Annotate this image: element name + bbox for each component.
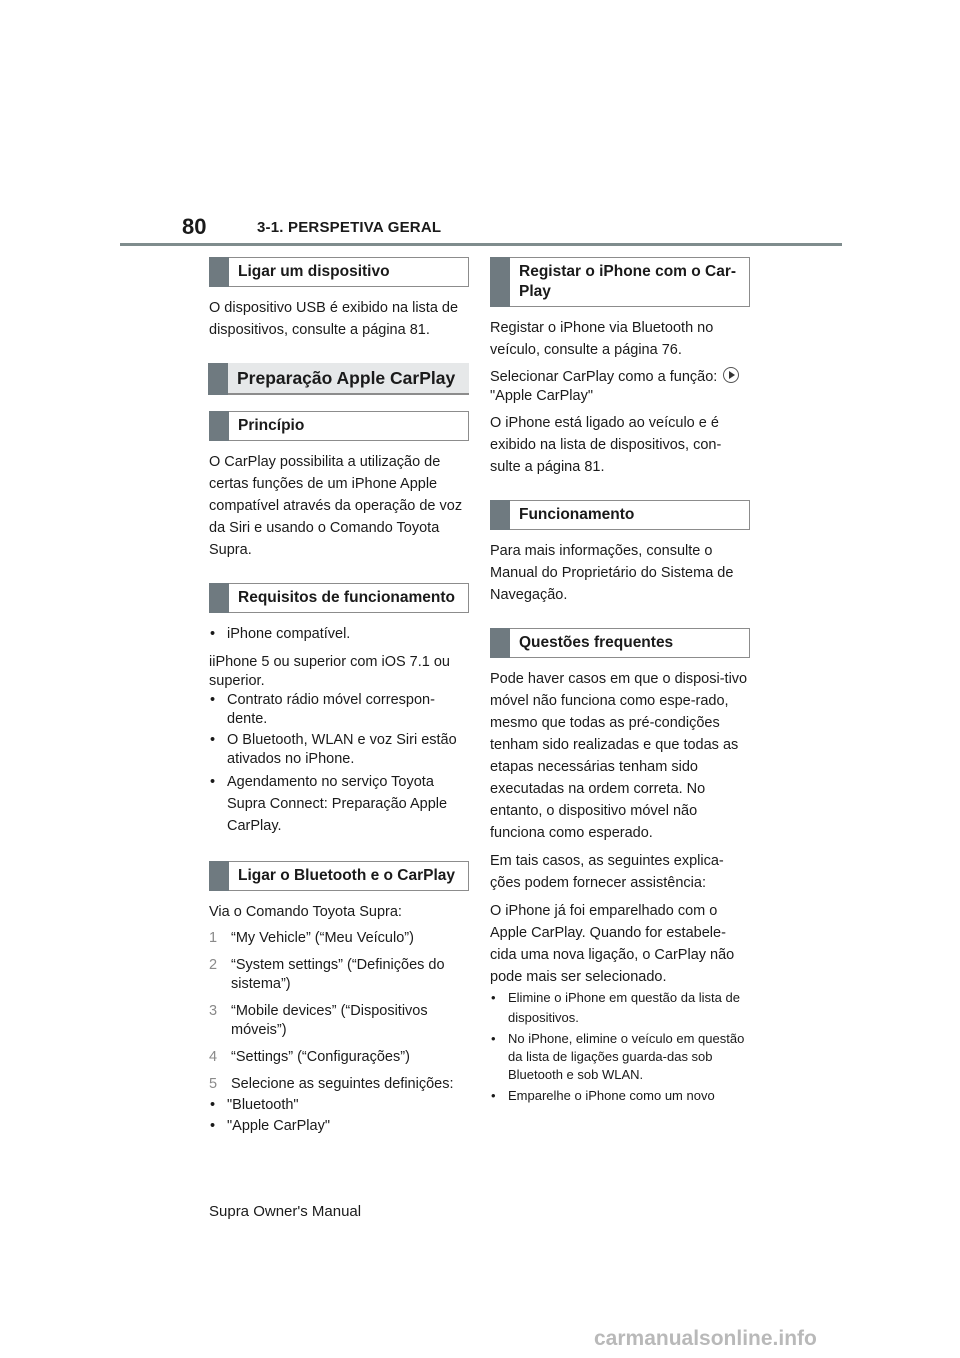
play-circle-icon [723,367,739,383]
right-column [490,257,750,1108]
text-apple-carplay: "Apple CarPlay" [490,388,593,404]
text-principio: O CarPlay possibilita a utilização de certas funções de um iPhone Apple compatível através da operação de voz da Siri e usando o Comando Toyota Supra. [209,454,463,558]
text-registar-p1: Registar o iPhone via Bluetooth no veículo, consulte a página 76. [490,320,714,358]
text-questoes-p2: Em tais casos, as seguintes explica-ções podem fornecer assistência: [490,853,724,891]
heading-preparacao-carplay: Preparação Apple CarPlay [209,363,469,395]
step-text: “System settings” (“Definições do sistema”) [231,957,445,992]
list-item: • iPhone compatível. [209,623,469,645]
header-divider [120,243,842,246]
text-funcionamento: Para mais informações, consulte o Manual do Proprietário do Sistema de Navegação. [490,543,734,603]
requisitos-list-a [209,623,469,645]
heading-ligar-dispositivo: Ligar um dispositivo [209,257,469,287]
step-item [209,1048,469,1067]
step-text: “My Vehicle” (“Meu Veículo”) [231,930,414,946]
watermark: carmanualsonline.info [594,1327,817,1350]
step-text: “Mobile devices” (“Dispositivos móveis”) [231,1003,428,1038]
step-number: 5 [209,1076,218,1092]
page-number: 80 [182,214,207,239]
step-number: 4 [209,1049,218,1065]
heading-principio: Princípio [209,411,469,441]
list-item: • Emparelhe o iPhone como um novo [490,1086,750,1106]
text-registar-p3: O iPhone está ligado ao veículo e é exibido na lista de dispositivos, con-sulte a página 81. [490,415,722,475]
steps-list [209,929,469,1094]
text-questoes-p1: Pode haver casos em que o disposi-tivo móvel não funciona como espe-rado, mesmo que todas as pré-condições tenham sido realizadas e que todas as etapas necessárias tenham sido executadas na ordem correta. No entanto, o dispositivo móvel não funciona como esperado. [490,671,748,841]
list-item: • No iPhone, elimine o veículo em questão da lista de ligações guarda-das sob Bluetooth e sob WLAN. [490,1030,750,1084]
list-item: • "Bluetooth" [209,1096,469,1115]
step-item [209,1075,469,1094]
step-item [209,1002,469,1040]
heading-registar-iphone: Registar o iPhone com o Car-Play [490,257,750,307]
questoes-list [490,988,750,1106]
list-item: • "Apple CarPlay" [209,1117,469,1136]
heading-funcionamento: Funcionamento [490,500,750,530]
footer-manual-title: Supra Owner's Manual [209,1203,362,1220]
left-column [209,257,469,1138]
step-item [209,929,469,948]
step-number: 1 [209,930,218,946]
section-title: 3-1. PERSPETIVA GERAL [257,219,442,236]
requisitos-list-b [209,691,469,837]
list-item: • Elimine o iPhone em questão da lista de dispositivos. [490,988,750,1028]
step-text: Selecione as seguintes definições: [231,1076,454,1092]
list-item: • O Bluetooth, WLAN e voz Siri estão ativados no iPhone. [209,731,469,769]
step-number: 2 [209,957,218,973]
text-requisitos: iiPhone 5 ou superior com iOS 7.1 ou superior. [209,654,450,689]
list-item: • Agendamento no serviço Toyota Supra Connect: Preparação Apple CarPlay. [209,771,469,837]
definicoes-list [209,1096,469,1136]
text-selecionar: Selecionar CarPlay como a função: [490,369,718,385]
step-number: 3 [209,1003,218,1019]
text-via-comando: Via o Comando Toyota Supra: [209,904,402,920]
list-item: • Contrato rádio móvel correspon-dente. [209,691,469,729]
step-text: “Settings” (“Configurações”) [231,1049,410,1065]
text-ligar-dispositivo: O dispositivo USB é exibido na lista de dispositivos, consulte a página 81. [209,300,459,338]
heading-ligar-bluetooth: Ligar o Bluetooth e o CarPlay [209,861,469,891]
text-registar-p2 [490,367,750,406]
heading-questoes-frequentes: Questões frequentes [490,628,750,658]
text-questoes-p3: O iPhone já foi emparelhado com o Apple CarPlay. Quando for estabele-cida uma nova ligação, o CarPlay não pode mais ser selecionado. [490,903,735,985]
step-item [209,956,469,994]
heading-requisitos: Requisitos de funcionamento [209,583,469,613]
